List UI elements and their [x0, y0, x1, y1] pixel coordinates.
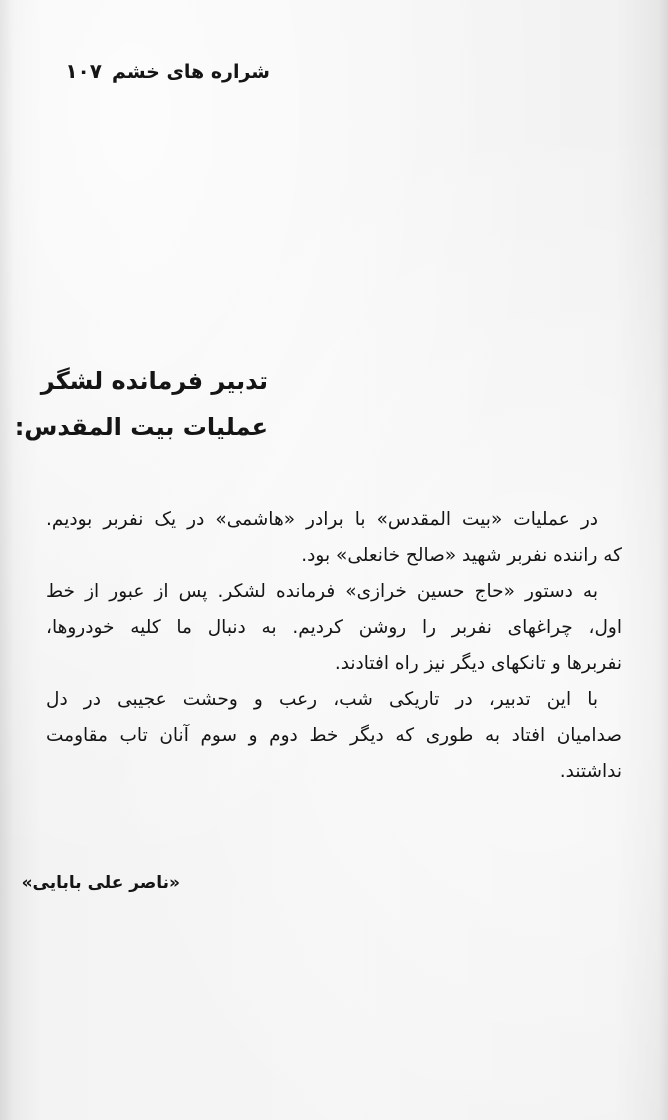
page-number: ۱۰۷ [65, 59, 102, 83]
running-header [60, 56, 270, 87]
author-signature: «ناصر علی بابایی» [21, 873, 180, 893]
article-title [14, 358, 268, 450]
body-line-8: نداشتند. [559, 761, 622, 782]
title-line-2: عملیات بیت المقدس: [14, 413, 268, 441]
body-line-7: صدامیان افتاد به طوری که دیگر خط دوم و سوم آنان تاب مقاومت [46, 725, 622, 746]
title-line-1: تدبیر فرمانده لشگر [40, 367, 268, 395]
page-edge-shadow-left [0, 0, 14, 1120]
body-line-1: در عملیات «بیت المقدس» با برادر «هاشمی» در یک نفربر بودیم. [46, 509, 598, 530]
book-title: شراره های خشم [111, 61, 270, 83]
page-edge-shadow-right [658, 0, 668, 1120]
article-body [46, 502, 622, 790]
body-line-4: اول، چراغهای نفربر را روشن کردیم. به دنبال ما کلیه خودروها، [46, 617, 622, 638]
body-line-6: با این تدبیر، در تاریکی شب، رعب و وحشت عجیبی در دل [46, 689, 598, 710]
body-line-2: که راننده نفربر شهید «صالح خانعلی» بود. [301, 545, 622, 566]
body-line-5: نفربرها و تانکهای دیگر نیز راه افتادند. [334, 653, 622, 674]
body-line-3: به دستور «حاج حسین خرازی» فرمانده لشکر. پس از عبور از خط [46, 581, 598, 602]
